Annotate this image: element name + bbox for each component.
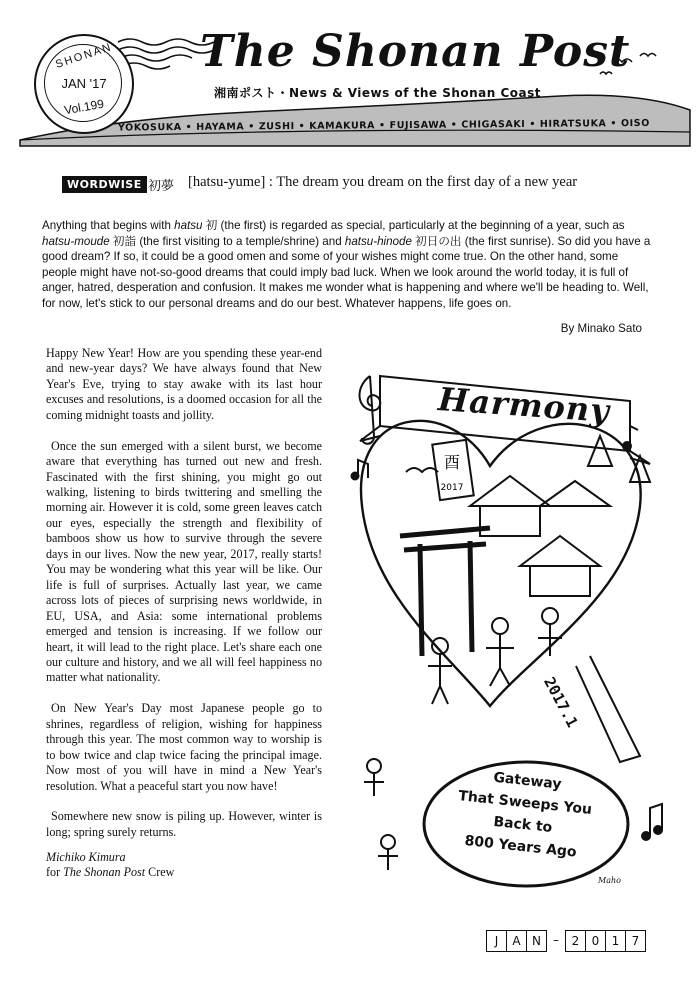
newspaper-subtitle: 湘南ポスト・News & Views of the Shonan Coast xyxy=(214,86,542,100)
newspaper-title: The Shonan Post xyxy=(200,26,631,77)
artist-signature: Maho xyxy=(598,876,621,885)
ribbon-year: 2017.1 xyxy=(540,674,582,731)
postmark-stamp xyxy=(34,34,134,134)
masthead xyxy=(0,0,700,150)
stamp-name: SHONAN xyxy=(54,41,114,71)
bird-icon xyxy=(406,468,438,472)
music-note-icon xyxy=(630,426,638,446)
intro-paragraph: Anything that begins with hatsu 初 (the first) is regarded as special, particularly at the beginning of a year, such as hatsu-moude 初詣 (the first visiting to a temple/shrine) and hatsu-hinode 初日の出 (the first sunrise). So did you have a good dream? If so, it could be a good omen and some of your wishes might come true. On the other hand, some people might have not-so-good dreams that could imply bad luck. When we look around the world today, it is full of anger, hatred, desperation and confusion. It makes me wonder what is happening and where we'll be heading to. Well, for now, let's stick to our personal dreams and do our best. Whatever happens, life goes on. xyxy=(42,219,651,310)
person-icon xyxy=(367,759,381,773)
harmony-illustration xyxy=(340,356,670,896)
article-paragraph: Somewhere new snow is piling up. However, winter is long; spring surely returns. xyxy=(46,809,322,839)
sign-kanji: 酉 xyxy=(443,453,461,472)
date-char: 7 xyxy=(625,930,646,952)
article-signature xyxy=(46,850,322,881)
torii-gate-icon xyxy=(400,528,490,656)
author-name: Michiko Kimura xyxy=(46,849,126,864)
date-char: 1 xyxy=(605,930,626,952)
date-char: – xyxy=(553,933,559,947)
wordwise-definition: [hatsu-yume] : The dream you dream on the first day of a new year xyxy=(188,174,578,190)
stamp-date: JAN '17 xyxy=(61,76,107,91)
house-icon xyxy=(520,536,600,596)
wordwise-kanji: 初夢 xyxy=(148,178,175,193)
stamp-volume: Vol.199 xyxy=(63,96,105,118)
house-icon xyxy=(540,481,610,506)
wordwise-badge: WORDWISE xyxy=(62,176,147,193)
author-affiliation: for The Shonan Post Crew xyxy=(46,865,175,880)
gateway-caption: Gateway That Sweeps You Back to 800 Years Ago xyxy=(457,769,593,861)
sign-year: 2017 xyxy=(440,483,464,493)
date-char: A xyxy=(506,930,527,952)
issue-date-boxes xyxy=(486,930,645,952)
term-hatsu-moude: hatsu-moude xyxy=(42,234,110,248)
article-paragraph: On New Year's Day most Japanese people go to shrines, regardless of religion, wishing for happiness through this year. The most common way to worship is to bow twice and clap twice facing the principal image. Now most of you will have in mind a New Year's resolution. What a peaceful start you now have! xyxy=(46,701,322,793)
article-paragraph: Once the sun emerged with a silent burst, we become aware that everything has turned out new and fresh. Fascinated with the first shining, you might go out walking, listening to birds twittering and smelling the morning air. However it is cold, some green leaves catch our eyes, especially the strength and flexibility of bamboos show us how to survive through the severe days in our lives. Now the new year, 2017, really starts! You may be wondering what this year will be like. Our life is full of surprises. Actually last year, we came across lots of pieces of surprising news worldwide, in EU, USA, and Asia: some international problems emerged and tension is increasing. If we follow our heart, it will lead to the right place. Let's share each one our culture and history, and we all will feel happiness no matter what nationality. xyxy=(46,438,322,685)
article-paragraph: Happy New Year! How are you spending these year-end and new-year days? We have always found that New Year's Eve, trying to stay awake with its last hour excuses and resolutions, is a doomed occasion for all the coming midnight toasts and jollity. xyxy=(46,346,322,422)
term-hatsu-hinode: hatsu-hinode xyxy=(344,234,412,248)
person-icon xyxy=(542,608,558,624)
town-list: YOKOSUKA • HAYAMA • ZUSHI • KAMAKURA • FUJISAWA • CHIGASAKI • HIRATSUKA • OISO xyxy=(117,117,650,134)
term-hatsu: hatsu xyxy=(174,219,203,232)
person-icon xyxy=(492,618,508,634)
harmony-banner-text: Harmony xyxy=(436,380,612,430)
date-char: 2 xyxy=(565,930,586,952)
date-char: N xyxy=(526,930,547,952)
date-char: J xyxy=(486,930,507,952)
person-icon xyxy=(381,835,395,849)
article-column xyxy=(46,346,322,881)
intro-byline: By Minako Sato xyxy=(560,322,642,335)
wordwise-section xyxy=(62,174,662,196)
date-char: 0 xyxy=(585,930,606,952)
ribbon-band xyxy=(576,656,640,762)
